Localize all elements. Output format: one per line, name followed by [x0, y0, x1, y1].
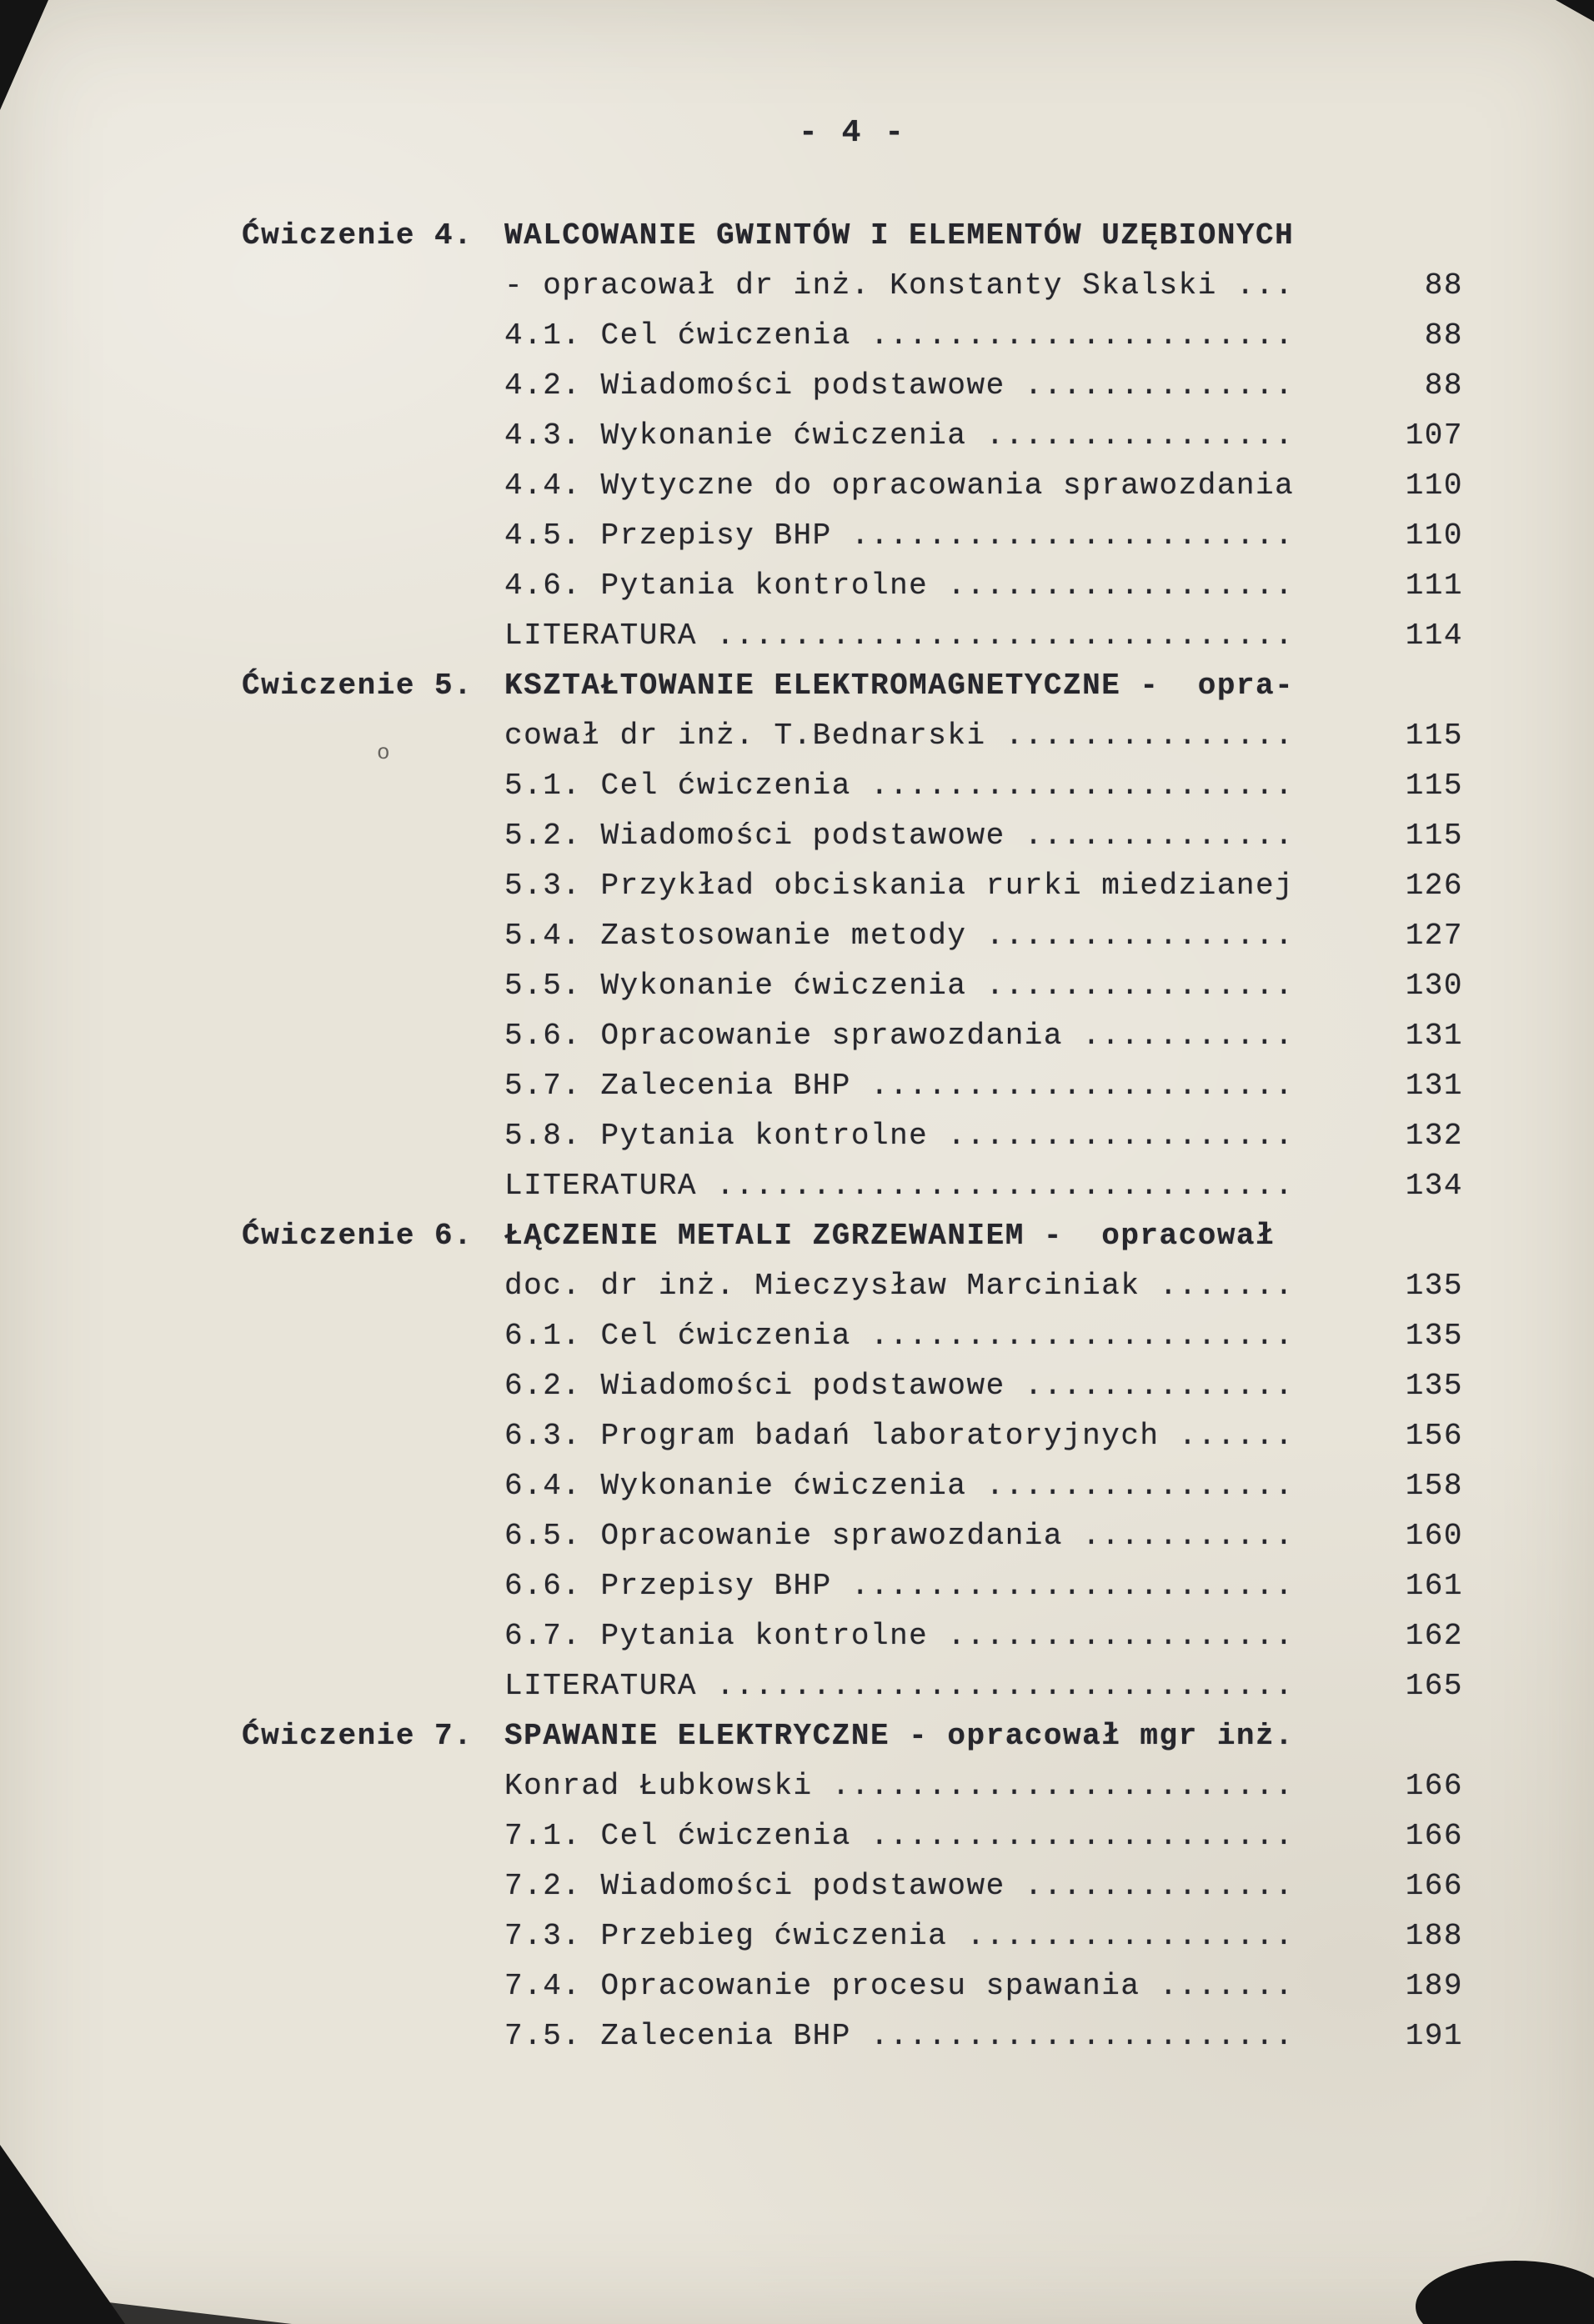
toc-page-number: 114	[1405, 619, 1463, 653]
toc-row	[242, 361, 1463, 411]
toc-page-number: 161	[1405, 1569, 1463, 1603]
toc-page-number: 134	[1405, 1169, 1463, 1203]
exercise-label: Ćwiczenie 6.	[242, 1219, 474, 1253]
toc-page-number: 110	[1405, 518, 1463, 553]
toc-page-number: 158	[1405, 1469, 1463, 1503]
toc-item-text: 4.6. Pytania kontrolne ..................	[504, 568, 1295, 603]
toc-row	[242, 1311, 1463, 1361]
toc-item-text: - opracował dr inż. Konstanty Skalski ...	[504, 268, 1295, 303]
toc-row	[242, 661, 1463, 711]
toc-page-number: 135	[1405, 1319, 1463, 1353]
toc-page-number: 165	[1405, 1669, 1463, 1703]
toc-item-text: 7.5. Zalecenia BHP ......................	[504, 2019, 1295, 2053]
toc-item-text: 5.2. Wiadomości podstawowe ..............	[504, 819, 1295, 853]
toc-row	[242, 311, 1463, 361]
toc-item-text: 7.4. Opracowanie procesu spawania .......	[504, 1969, 1295, 2003]
scan-artifact-bottom-edge	[108, 2302, 292, 2324]
toc-item-text: WALCOWANIE GWINTÓW I ELEMENTÓW UZĘBIONYCH	[504, 218, 1295, 253]
toc-item-text: ŁĄCZENIE METALI ZGRZEWANIEM - opracował	[504, 1219, 1276, 1253]
toc-item-text: Konrad Łubkowski ........................	[504, 1769, 1295, 1803]
toc-item-text: 6.4. Wykonanie ćwiczenia ................	[504, 1469, 1295, 1503]
toc-page-number: 131	[1405, 1019, 1463, 1053]
toc-row	[242, 1361, 1463, 1411]
exercise-label: Ćwiczenie 4.	[242, 218, 474, 253]
toc-item-text: doc. dr inż. Mieczysław Marciniak .......	[504, 1269, 1295, 1303]
toc-page-number: 111	[1405, 568, 1463, 603]
toc-item-text: LITERATURA ..............................	[504, 619, 1295, 653]
toc-row	[242, 811, 1463, 861]
toc-page-number: 110	[1405, 468, 1463, 503]
scan-artifact-bottom-left	[0, 2145, 125, 2324]
toc-page-number: 189	[1405, 1969, 1463, 2003]
toc-row	[242, 461, 1463, 511]
toc-row	[242, 1111, 1463, 1161]
toc-row	[242, 611, 1463, 661]
toc-item-text: 6.7. Pytania kontrolne ..................	[504, 1619, 1295, 1653]
toc-page-number: 156	[1405, 1419, 1463, 1453]
toc-page-number: 115	[1405, 769, 1463, 803]
toc-row	[242, 861, 1463, 911]
toc-item-text: 5.3. Przykład obciskania rurki miedzianej	[504, 869, 1295, 903]
toc-row	[242, 1011, 1463, 1061]
toc-page-number: 191	[1405, 2019, 1463, 2053]
toc-row	[242, 1161, 1463, 1211]
toc-page-number: 135	[1405, 1369, 1463, 1403]
toc-item-text: KSZTAŁTOWANIE ELEKTROMAGNETYCZNE - opra-	[504, 669, 1295, 703]
toc-page-number: 132	[1405, 1119, 1463, 1153]
toc-page-number: 88	[1424, 318, 1463, 353]
toc-page-number: 162	[1405, 1619, 1463, 1653]
toc-row	[242, 1511, 1463, 1561]
toc-row	[242, 961, 1463, 1011]
toc-row	[242, 2011, 1463, 2061]
toc-item-text: 7.1. Cel ćwiczenia ......................	[504, 1819, 1295, 1853]
toc-item-text: LITERATURA ..............................	[504, 1669, 1295, 1703]
toc-item-text: 6.1. Cel ćwiczenia ......................	[504, 1319, 1295, 1353]
toc-item-text: 5.8. Pytania kontrolne ..................	[504, 1119, 1295, 1153]
toc-item-text: 7.2. Wiadomości podstawowe ..............	[504, 1869, 1295, 1903]
toc-row	[242, 1911, 1463, 1961]
toc-page-number: 188	[1405, 1919, 1463, 1953]
toc-row	[242, 1811, 1463, 1861]
toc-item-text: 6.2. Wiadomości podstawowe ..............	[504, 1369, 1295, 1403]
toc-page-number: 88	[1424, 268, 1463, 303]
toc-row	[242, 1861, 1463, 1911]
scan-artifact-top-right	[1556, 0, 1594, 22]
toc-item-text: 4.5. Przepisy BHP .......................	[504, 518, 1295, 553]
toc-item-text: 5.1. Cel ćwiczenia ......................	[504, 769, 1295, 803]
toc-item-text: 4.2. Wiadomości podstawowe ..............	[504, 368, 1295, 403]
toc-row	[242, 1761, 1463, 1811]
toc-page-number: 126	[1405, 869, 1463, 903]
page-number: - 4 -	[798, 115, 907, 151]
toc-page-number: 166	[1405, 1869, 1463, 1903]
toc-content	[242, 115, 1463, 2061]
toc-item-text: cował dr inż. T.Bednarski ...............	[504, 719, 1295, 753]
toc-row	[242, 1211, 1463, 1261]
toc-row	[242, 1411, 1463, 1461]
toc-page-number: 127	[1405, 919, 1463, 953]
toc-item-text: 6.6. Przepisy BHP .......................	[504, 1569, 1295, 1603]
toc-item-text: 5.4. Zastosowanie metody ................	[504, 919, 1295, 953]
exercise-label: Ćwiczenie 5.	[242, 669, 474, 703]
toc-item-text: 4.4. Wytyczne do opracowania sprawozdania	[504, 468, 1295, 503]
toc-row	[242, 711, 1463, 761]
toc-item-text: 5.6. Opracowanie sprawozdania ...........	[504, 1019, 1295, 1053]
toc-page-number: 160	[1405, 1519, 1463, 1553]
toc-item-text: 6.3. Program badań laboratoryjnych ......	[504, 1419, 1295, 1453]
toc-item-text: 4.1. Cel ćwiczenia ......................	[504, 318, 1295, 353]
toc-row	[242, 261, 1463, 311]
toc-row	[242, 911, 1463, 961]
toc-row	[242, 1611, 1463, 1661]
toc-row	[242, 1661, 1463, 1711]
stray-ink-mark: o	[377, 740, 390, 765]
toc-page-number: 166	[1405, 1769, 1463, 1803]
toc-item-text: SPAWANIE ELEKTRYCZNE - opracował mgr inż.	[504, 1719, 1295, 1753]
toc-page-number: 88	[1424, 368, 1463, 403]
toc	[242, 211, 1463, 2061]
exercise-label: Ćwiczenie 7.	[242, 1719, 474, 1753]
toc-row	[242, 1561, 1463, 1611]
toc-row	[242, 761, 1463, 811]
toc-row	[242, 411, 1463, 461]
toc-page-number: 166	[1405, 1819, 1463, 1853]
toc-row	[242, 1261, 1463, 1311]
toc-item-text: 6.5. Opracowanie sprawozdania ...........	[504, 1519, 1295, 1553]
toc-item-text: 5.5. Wykonanie ćwiczenia ................	[504, 969, 1295, 1003]
toc-page-number: 131	[1405, 1069, 1463, 1103]
scan-artifact-bottom-right	[1416, 2261, 1594, 2324]
toc-item-text: 4.3. Wykonanie ćwiczenia ................	[504, 418, 1295, 453]
toc-row	[242, 511, 1463, 561]
toc-row	[242, 1711, 1463, 1761]
toc-row	[242, 211, 1463, 261]
toc-row	[242, 1461, 1463, 1511]
toc-page-number: 115	[1405, 719, 1463, 753]
toc-page-number: 135	[1405, 1269, 1463, 1303]
toc-item-text: 7.3. Przebieg ćwiczenia .................	[504, 1919, 1295, 1953]
toc-page-number: 115	[1405, 819, 1463, 853]
toc-page-number: 107	[1405, 418, 1463, 453]
toc-row	[242, 1961, 1463, 2011]
toc-item-text: LITERATURA ..............................	[504, 1169, 1295, 1203]
toc-page-number: 130	[1405, 969, 1463, 1003]
scan-artifact-top-left	[0, 0, 48, 110]
toc-row	[242, 561, 1463, 611]
toc-row	[242, 1061, 1463, 1111]
toc-item-text: 5.7. Zalecenia BHP ......................	[504, 1069, 1295, 1103]
